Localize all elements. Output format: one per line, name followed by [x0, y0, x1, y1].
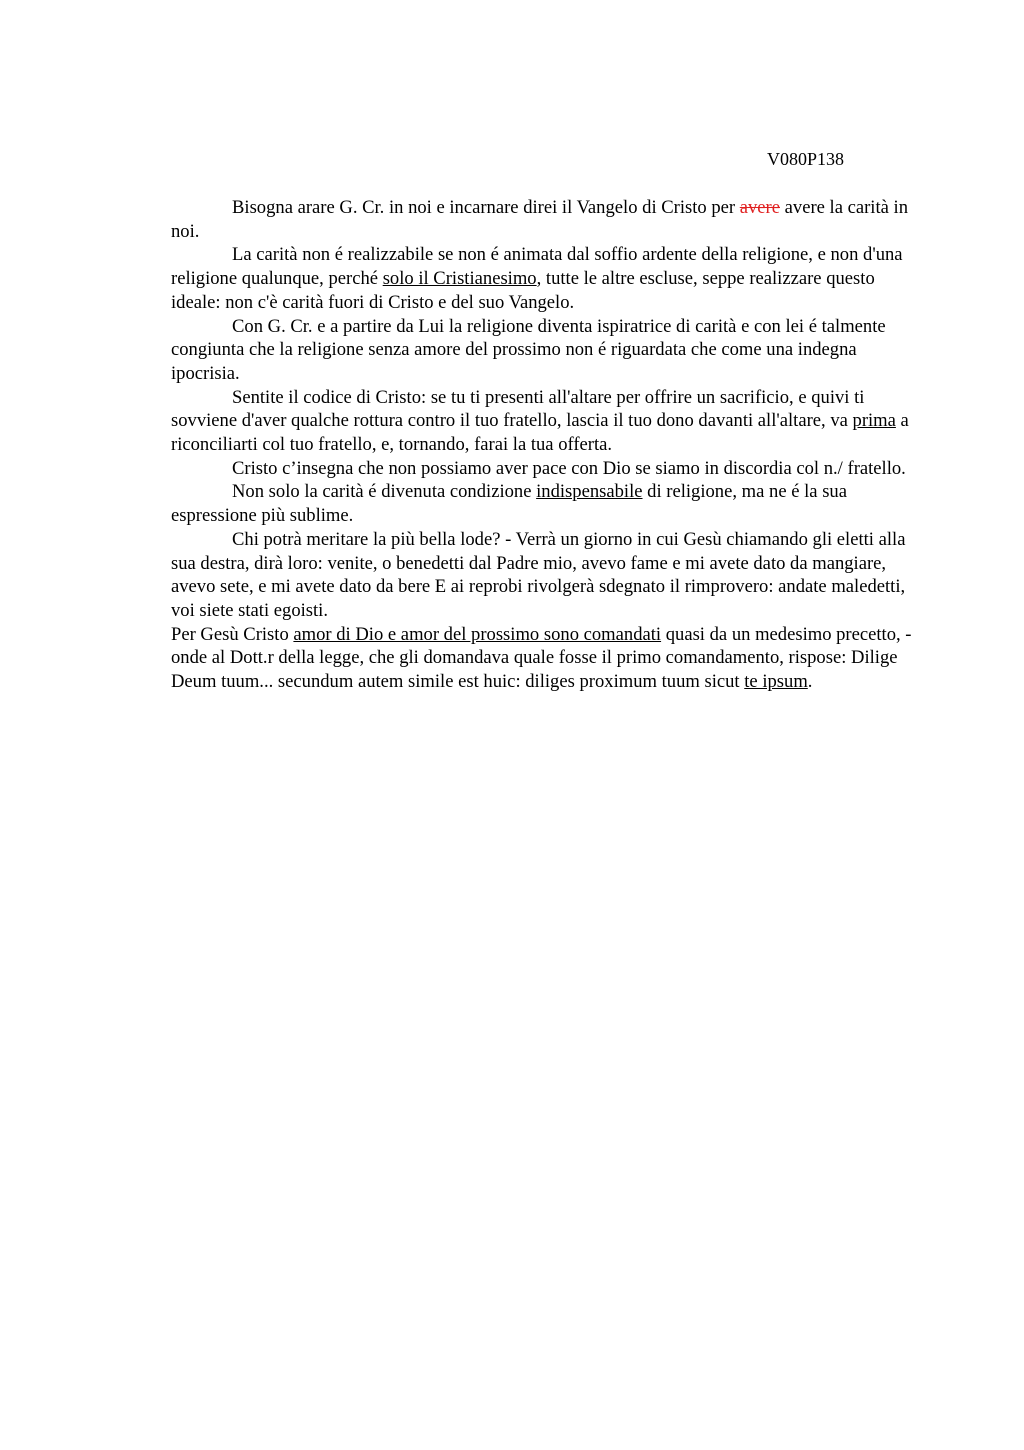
text-run: quasi da un medesimo precetto, - onde al Dott.r della legge, che gli domandava quale fosse il primo comandamento, rispose: Dilige Deum tuum... secundum autem simile est huic: diliges proximum tuum sicut [171, 623, 912, 693]
text-run: Cristo c’insegna che non possiamo aver pace con Dio se siamo in discordia col n./ fratello. [232, 457, 906, 479]
paragraph [171, 623, 921, 694]
text-run: Chi potrà meritare la più bella lode? - Verrà un giorno in cui Gesù chiamando gli eletti alla sua destra, dirà loro: venite, o benedetti dal Padre mio, avevo fame e mi avete dato da mangiare, avevo sete, e mi avete dato da bere E ai reprobi rivolgerà sdegnato il rimprovero: andate maledetti, voi siete stati egoisti. [171, 528, 906, 621]
paragraph [171, 386, 921, 457]
underlined-text: amor di Dio e amor del prossimo sono comandati [293, 623, 662, 645]
page-id: V080P138 [766, 149, 844, 169]
text-run: Sentite il codice di Cristo: se tu ti presenti all'altare per offrire un sacrificio, e quivi ti sovviene d'aver qualche rottura contro il tuo fratello, lascia il tuo dono davanti all'altare, va [171, 386, 865, 432]
paragraph [171, 196, 921, 243]
underlined-text: prima [852, 410, 896, 432]
text-run: di religione, ma ne é la sua espressione più sublime. [171, 481, 847, 527]
paragraph [171, 315, 921, 386]
underlined-text: indispensabile [536, 481, 643, 503]
paragraph [171, 480, 921, 527]
text-run: , tutte le altre escluse, seppe realizzare questo ideale: non c'è carità fuori di Cristo e del suo Vangelo. [171, 268, 875, 313]
text-run: . [807, 671, 813, 693]
paragraph [171, 243, 921, 314]
paragraph [171, 528, 921, 623]
text-run: Bisogna arare G. Cr. in noi e incarnare direi il Vangelo di Cristo per [232, 197, 740, 218]
text-run: La carità non é realizzabile se non é animata dal soffio ardente della religione, e non d'una religione qualunque, perché [171, 244, 903, 290]
text-run: a riconciliarti col tuo fratello, e, tornando, farai la tua offerta. [171, 410, 909, 456]
text-run: Per Gesù Cristo [171, 623, 294, 645]
underlined-text: te ipsum [744, 671, 808, 693]
document-body [171, 196, 921, 694]
text-run: Non solo la carità é divenuta condizione [232, 481, 537, 503]
text-run: Con G. Cr. e a partire da Lui la religione diventa ispiratrice di carità e con lei é talmente congiunta che la religione senza amore del prossimo non é riguardata che come una indegna ipocrisia. [171, 315, 886, 384]
struck-out-text: avere [739, 197, 780, 218]
underlined-text: solo il Cristianesimo [382, 268, 537, 290]
paragraph [171, 457, 921, 481]
text-run: avere la carità in noi. [171, 197, 909, 242]
